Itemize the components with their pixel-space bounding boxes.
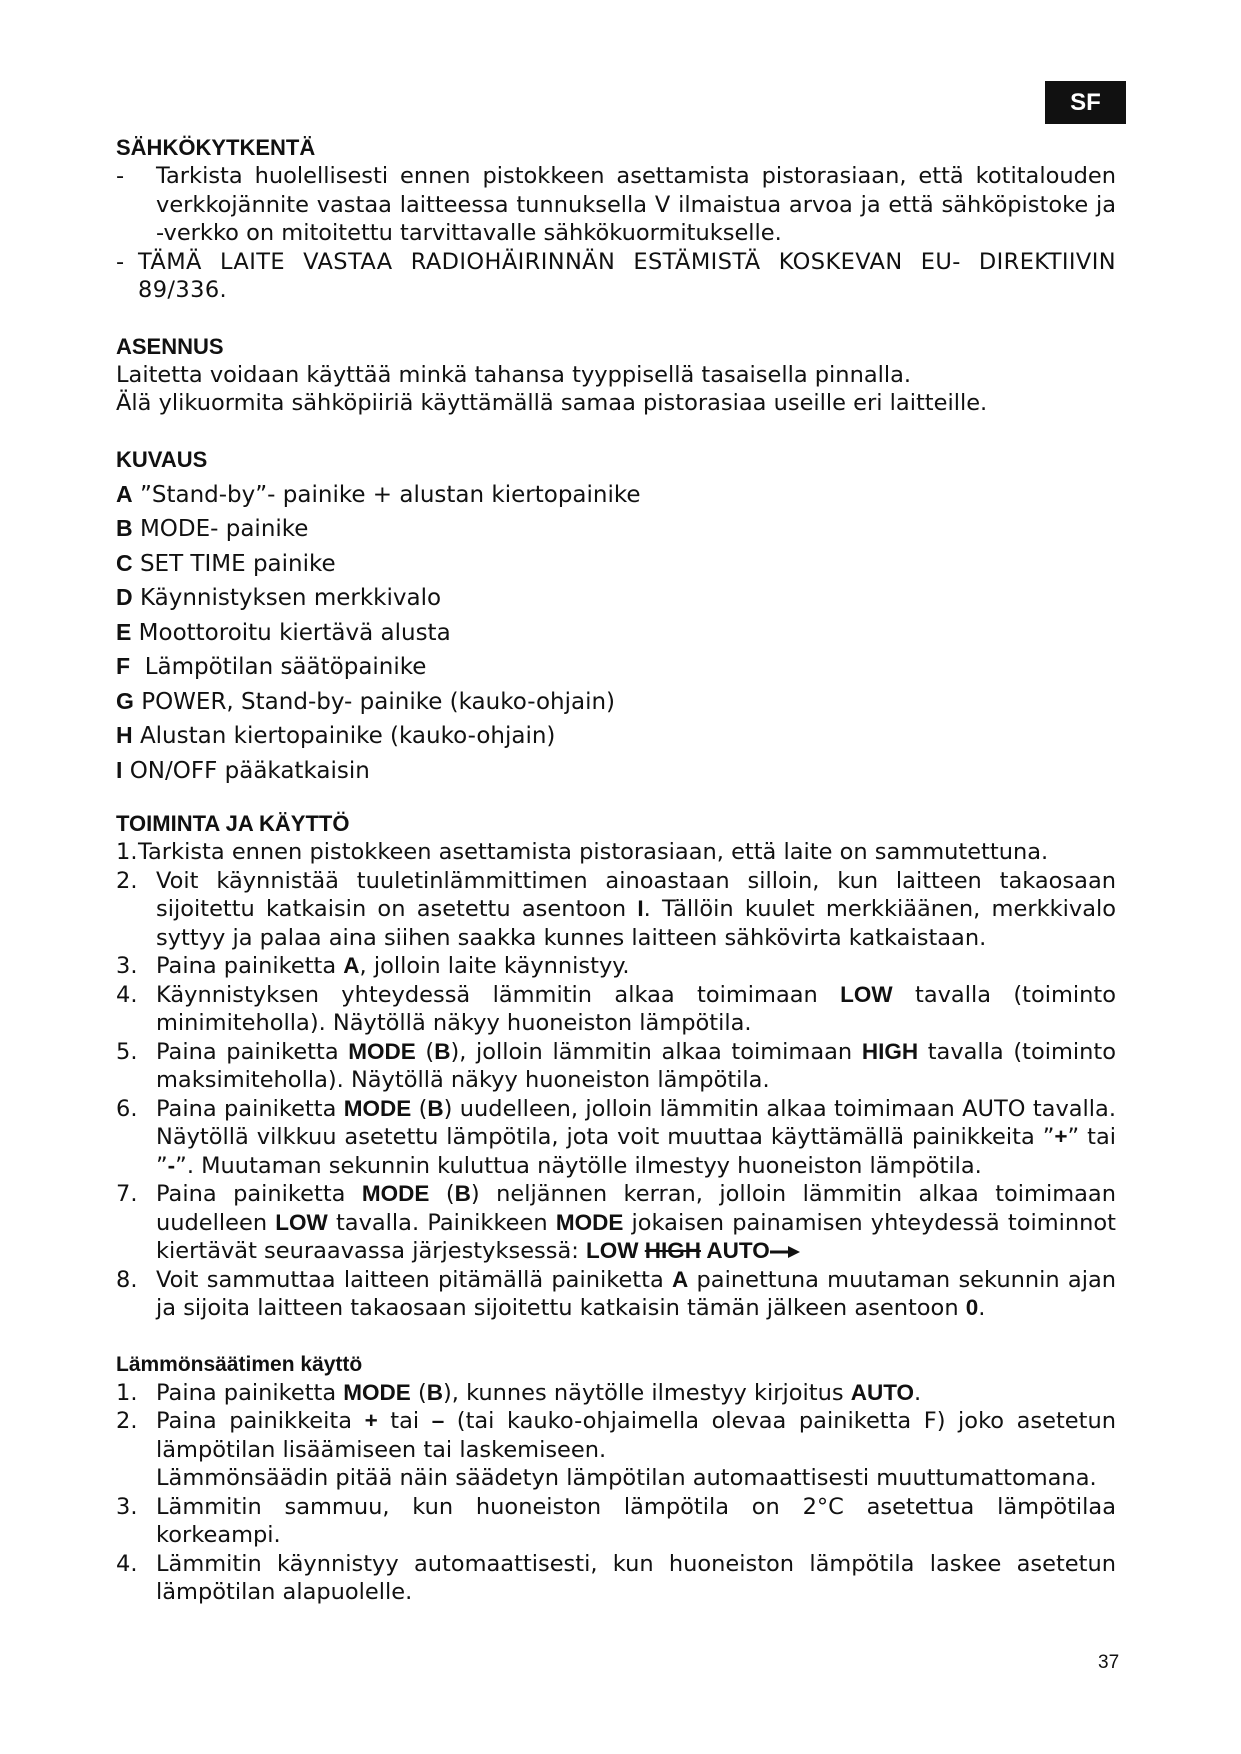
description-text: MODE- painike xyxy=(139,516,309,542)
bullet: - xyxy=(116,163,125,189)
description-text: Käynnistyksen merkkivalo xyxy=(139,585,442,611)
description-text: POWER, Stand-by- painike (kauko-ohjain) xyxy=(141,688,616,715)
numbered-step xyxy=(116,952,1116,981)
numbered-step xyxy=(116,1180,1116,1266)
key-letter: E xyxy=(116,618,132,645)
numbered-step xyxy=(116,1095,1116,1181)
step-text: Lämmönsäädin pitää näin säädetyn lämpötilan automaattisesti muuttumattomana. xyxy=(156,1465,1097,1491)
key-letter: B xyxy=(116,515,133,541)
key-letter: A xyxy=(116,480,133,507)
description-item-e xyxy=(116,616,1116,651)
description-item-b xyxy=(116,512,1116,547)
numbered-step xyxy=(116,1407,1116,1464)
step-text: Käynnistyksen yhteydessä lämmitin alkaa toimimaan LOW tavalla (toiminto minimiteholla). Näytöllä näkyy huoneiston lämpötila. xyxy=(156,981,1117,1036)
paragraph-line: Laitetta voidaan käyttää minkä tahansa tyyppisellä tasaisella pinnalla. xyxy=(116,361,912,388)
arrow-right-icon xyxy=(770,1245,800,1259)
description-item-d xyxy=(116,581,1116,616)
key-letter: C xyxy=(116,549,133,576)
step-text: Lämmitin sammuu, kun huoneiston lämpötila on 2°C asetettua lämpötilaa korkeampi. xyxy=(156,1493,1116,1548)
step-continuation xyxy=(116,1464,1116,1493)
description-item-i xyxy=(116,754,1116,789)
step-text: Paina painiketta MODE (B), kunnes näytölle ilmestyy kirjoitus AUTO. xyxy=(156,1379,922,1406)
step-text: Tarkista ennen pistokkeen asettamista pistorasiaan, että laite on sammutettuna. xyxy=(138,839,1049,865)
step-number: 4. xyxy=(116,1550,138,1577)
bullet: - xyxy=(116,248,125,275)
key-letter: I xyxy=(116,756,123,783)
list-item xyxy=(116,248,1116,305)
step-number: 4. xyxy=(116,981,138,1008)
section-title-electrical: SÄHKÖKYTKENTÄ xyxy=(116,135,316,160)
description-text: Lämpötilan säätöpainike xyxy=(144,654,427,680)
step-number: 7. xyxy=(116,1181,138,1207)
list-item-text: TÄMÄ LAITE VASTAA RADIOHÄIRINNÄN ESTÄMISTÄ KOSKEVAN EU- DIREKTIIVIN 89/336. xyxy=(138,248,1116,303)
step-number: 3. xyxy=(116,953,138,979)
step-text: Paina painiketta MODE (B) neljännen kerran, jolloin lämmitin alkaa toimimaan uudelleen LOW tavalla. Painikkeen MODE jokaisen painamisen yhteydessä toiminnot kiertävät seuraavassa järjestyksessä: LOW HIGH AUTO xyxy=(156,1181,1116,1264)
list-item xyxy=(116,162,1116,248)
numbered-step xyxy=(116,1266,1116,1323)
section-title-operation: TOIMINTA JA KÄYTTÖ xyxy=(116,811,350,836)
step-number: 3. xyxy=(116,1493,138,1520)
description-item-h xyxy=(116,719,1116,754)
description-item-a xyxy=(116,478,1116,513)
list-item-text: Tarkista huolellisesti ennen pistokkeen asettamista pistorasiaan, että kotitalouden verkkojännite vastaa laitteessa tunnuksella V ilmaistua arvoa ja että sähköpistoke ja -verkko on mitoitettu tarvittavalle sähkökuormitukselle. xyxy=(156,163,1116,246)
numbered-step xyxy=(116,838,1116,867)
step-number: 2. xyxy=(116,867,138,894)
language-badge: SF xyxy=(1045,81,1126,124)
description-text: Alustan kiertopainike (kauko-ohjain) xyxy=(139,723,556,749)
step-number: 5. xyxy=(116,1038,138,1065)
numbered-step xyxy=(116,981,1116,1038)
description-text: ON/OFF pääkatkaisin xyxy=(129,757,370,784)
section-title-installation: ASENNUS xyxy=(116,333,224,359)
numbered-step xyxy=(116,1493,1116,1550)
step-text: Paina painiketta A, jolloin laite käynnistyy. xyxy=(156,953,630,979)
step-number: 1. xyxy=(116,1379,138,1406)
step-text: Paina painikkeita + tai – (tai kauko-ohjaimella olevaa painiketta F) joko asetetun lämpötilan lisäämiseen tai laskemiseen. xyxy=(156,1408,1116,1463)
step-text: Paina painiketta MODE (B), jolloin lämmitin alkaa toimimaan HIGH tavalla (toiminto maksimiteholla). Näytöllä näkyy huoneiston lämpötila. xyxy=(156,1038,1116,1093)
description-item-g xyxy=(116,685,1116,720)
paragraph-line: Älä ylikuormita sähköpiiriä käyttämällä samaa pistorasiaa useille eri laitteille. xyxy=(116,390,988,416)
description-item-f xyxy=(116,650,1116,685)
description-item-c xyxy=(116,547,1116,582)
key-letter: H xyxy=(116,722,133,748)
step-number: 8. xyxy=(116,1266,138,1293)
description-text: SET TIME painike xyxy=(139,550,336,577)
step-text: Paina painiketta MODE (B) uudelleen, jolloin lämmitin alkaa toimimaan AUTO tavalla. Näytöllä vilkkuu asetettu lämpötila, jota voit muuttaa käyttämällä painikkeita ”+” tai ”-”. Muutaman sekunnin kuluttua näytölle ilmestyy huoneiston lämpötila. xyxy=(156,1095,1117,1179)
step-text: Voit käynnistää tuuletinlämmittimen ainoastaan silloin, kun laitteen takaosaan sijoitettu katkaisin on asetettu asentoon I. Tällöin kuulet merkkiäänen, merkkivalo syttyy ja palaa aina siihen saakka kunnes laitteen sähkövirta katkaistaan. xyxy=(156,867,1117,951)
section-title-description: KUVAUS xyxy=(116,446,208,472)
key-letter: G xyxy=(116,687,134,714)
section-title-thermostat: Lämmönsäätimen käyttö xyxy=(116,1352,363,1376)
numbered-step xyxy=(116,1038,1116,1095)
key-letter: F xyxy=(116,653,131,679)
document-body xyxy=(116,134,1116,1607)
step-text: Voit sammuttaa laitteen pitämällä painiketta A painettuna muutaman sekunnin ajan ja sijoita laitteen takaosaan sijoitettu katkaisin tämän jälkeen asentoon 0. xyxy=(156,1266,1116,1321)
step-number: 2. xyxy=(116,1408,138,1434)
key-letter: D xyxy=(116,584,133,610)
description-text: ”Stand-by”- painike + alustan kiertopainike xyxy=(139,481,641,508)
step-text: Lämmitin käynnistyy automaattisesti, kun huoneiston lämpötila laskee asetetun lämpötilan alapuolelle. xyxy=(156,1550,1116,1605)
page-number: 37 xyxy=(1098,1652,1120,1673)
numbered-step xyxy=(116,1550,1116,1607)
numbered-step xyxy=(116,867,1116,953)
numbered-step xyxy=(116,1379,1116,1408)
description-text: Moottoroitu kiertävä alusta xyxy=(138,619,451,646)
step-number: 1. xyxy=(116,839,138,865)
step-number: 6. xyxy=(116,1095,138,1122)
